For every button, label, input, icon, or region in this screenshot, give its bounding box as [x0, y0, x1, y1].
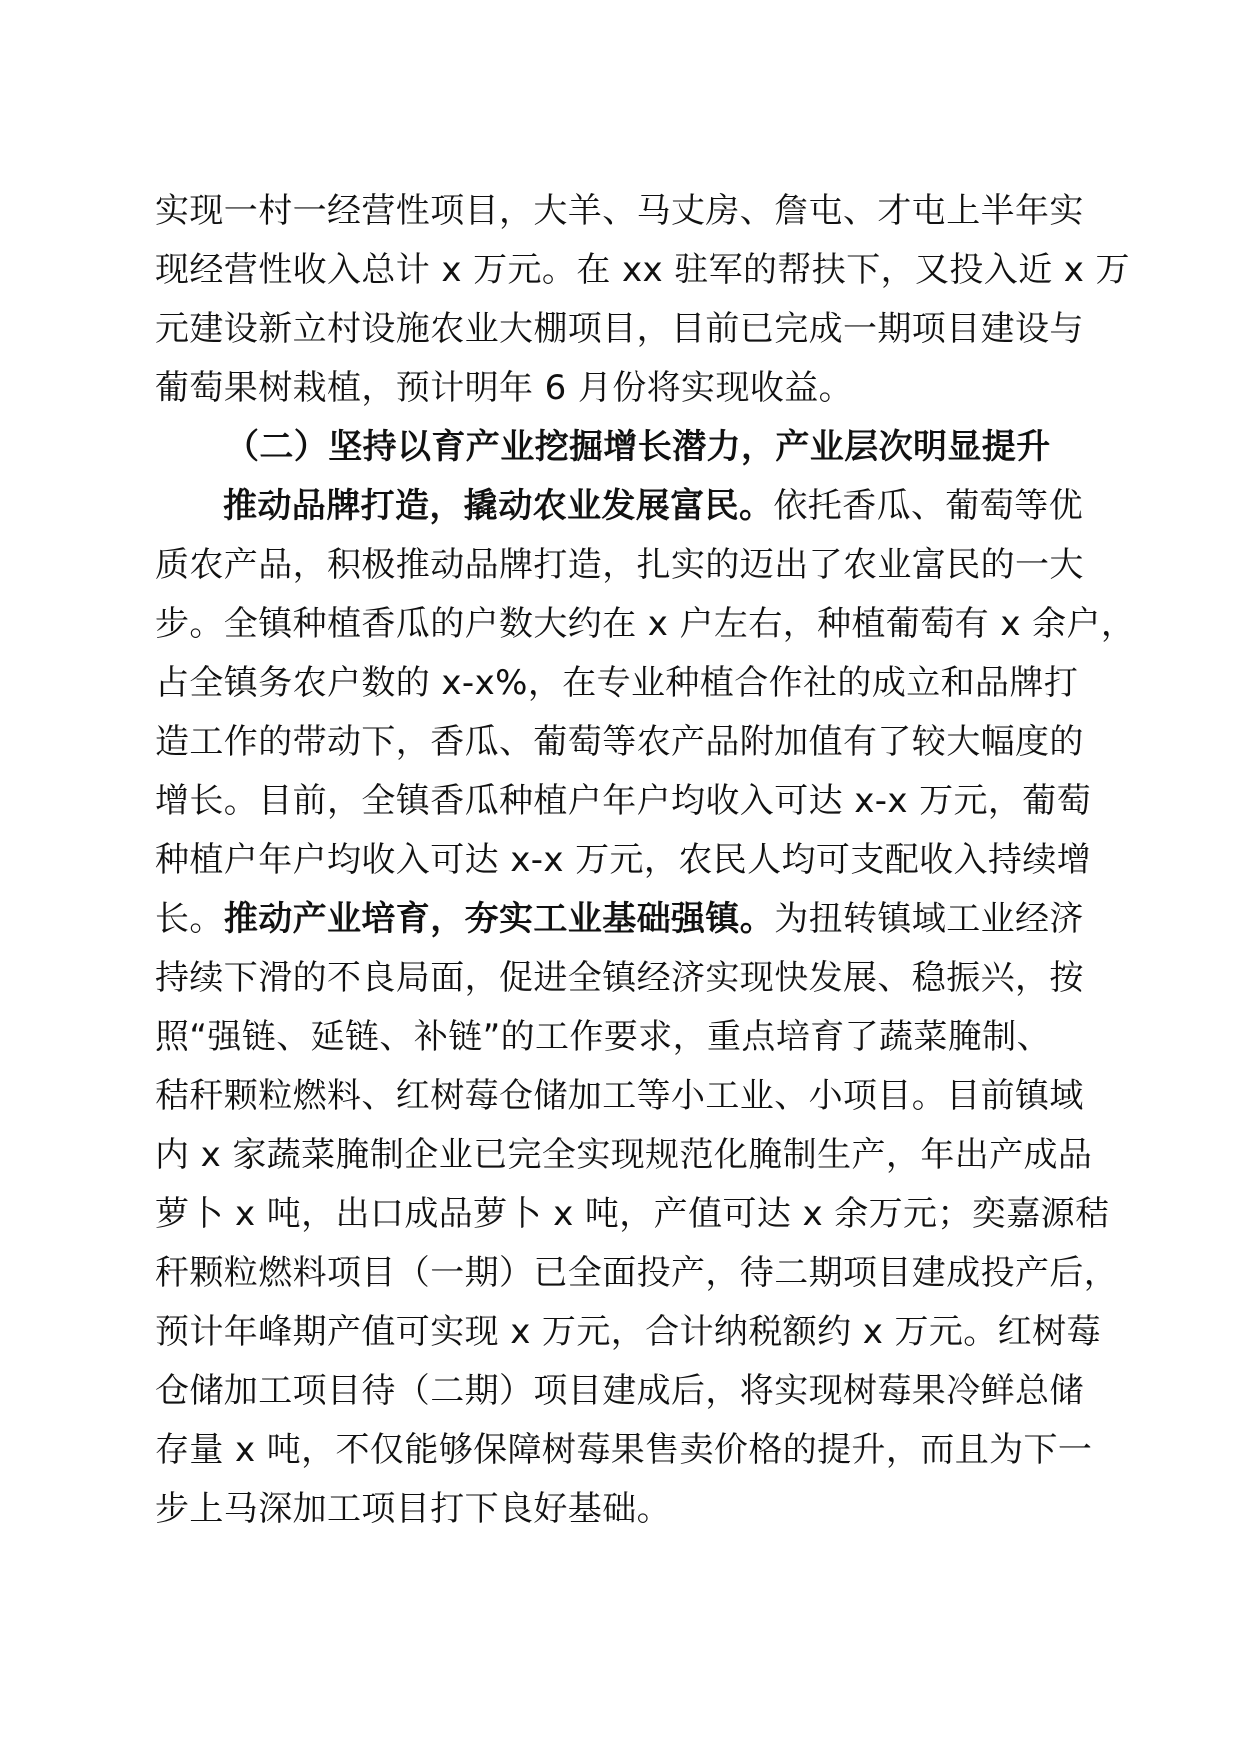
- paragraph-line: 步。全镇种植香瓜的户数大约在 x 户左右，种植葡萄有 x 余户，: [155, 604, 1136, 644]
- document-body: [155, 182, 1136, 1539]
- paragraph-line: 造工作的带动下，香瓜、葡萄等农产品附加值有了较大幅度的: [155, 722, 1084, 762]
- paragraph-line: 种植户年户均收入可达 x-x 万元，农民人均可支配收入持续增: [155, 840, 1092, 880]
- paragraph-line: [155, 890, 1090, 949]
- paragraph-line: 现经营性收入总计 x 万元。在 xx 驻军的帮扶下，又投入近 x 万: [155, 250, 1130, 290]
- paragraph-line: 持续下滑的不良局面，促进全镇经济实现快发展、稳振兴，按: [155, 958, 1084, 998]
- paragraph-line: 质农产品，积极推动品牌打造，扎实的迈出了农业富民的一大: [155, 545, 1084, 585]
- paragraph-line: 元建设新立村设施农业大棚项目，目前已完成一期项目建设与: [155, 309, 1084, 349]
- paragraph-line: 秆颗粒燃料项目（一期）已全面投产，待二期项目建成投产后，: [155, 1253, 1119, 1293]
- paragraph-line: 存量 x 吨，不仅能够保障树莓果售卖价格的提升，而且为下一: [155, 1430, 1093, 1470]
- paragraph-line: 照“强链、延链、补链”的工作要求，重点培育了蔬菜腌制、: [155, 1017, 1052, 1057]
- paragraph-line: 预计年峰期产值可实现 x 万元，合计纳税额约 x 万元。红树莓: [155, 1312, 1101, 1352]
- bold-lead-phrase: 推动品牌打造，撬动农业发展富民。: [223, 486, 774, 526]
- paragraph-first-line: [155, 477, 1090, 536]
- paragraph-text: 为扭转镇域工业经济: [774, 899, 1084, 939]
- paragraph-line: 葡萄果树栽植，预计明年 6 月份将实现收益。: [155, 368, 854, 408]
- paragraph-line: 秸秆颗粒燃料、红树莓仓储加工等小工业、小项目。目前镇域: [155, 1076, 1084, 1116]
- paragraph-line: 实现一村一经营性项目，大羊、马丈房、詹屯、才屯上半年实: [155, 191, 1084, 231]
- paragraph-line: 仓储加工项目待（二期）项目建成后，将实现树莓果冷鲜总储: [155, 1371, 1084, 1411]
- paragraph-line: 萝卜 x 吨，出口成品萝卜 x 吨，产值可达 x 余万元；奕嘉源秸: [155, 1194, 1110, 1234]
- bold-lead-phrase: 推动产业培育，夯实工业基础强镇。: [223, 899, 775, 939]
- paragraph-text: 长。: [155, 899, 224, 939]
- paragraph-line: 内 x 家蔬菜腌制企业已完全实现规范化腌制生产，年出产成品: [155, 1135, 1093, 1175]
- paragraph-text: 依托香瓜、葡萄等优: [773, 486, 1084, 526]
- section-heading: （二）坚持以育产业挖掘增长潜力，产业层次明显提升: [225, 427, 1051, 467]
- paragraph-line: 增长。目前，全镇香瓜种植户年户均收入可达 x-x 万元，葡萄: [155, 781, 1092, 821]
- paragraph-line: 步上马深加工项目打下良好基础。: [155, 1489, 671, 1529]
- paragraph-line: 占全镇务农户数的 x-x%，在专业种植合作社的成立和品牌打: [155, 663, 1079, 703]
